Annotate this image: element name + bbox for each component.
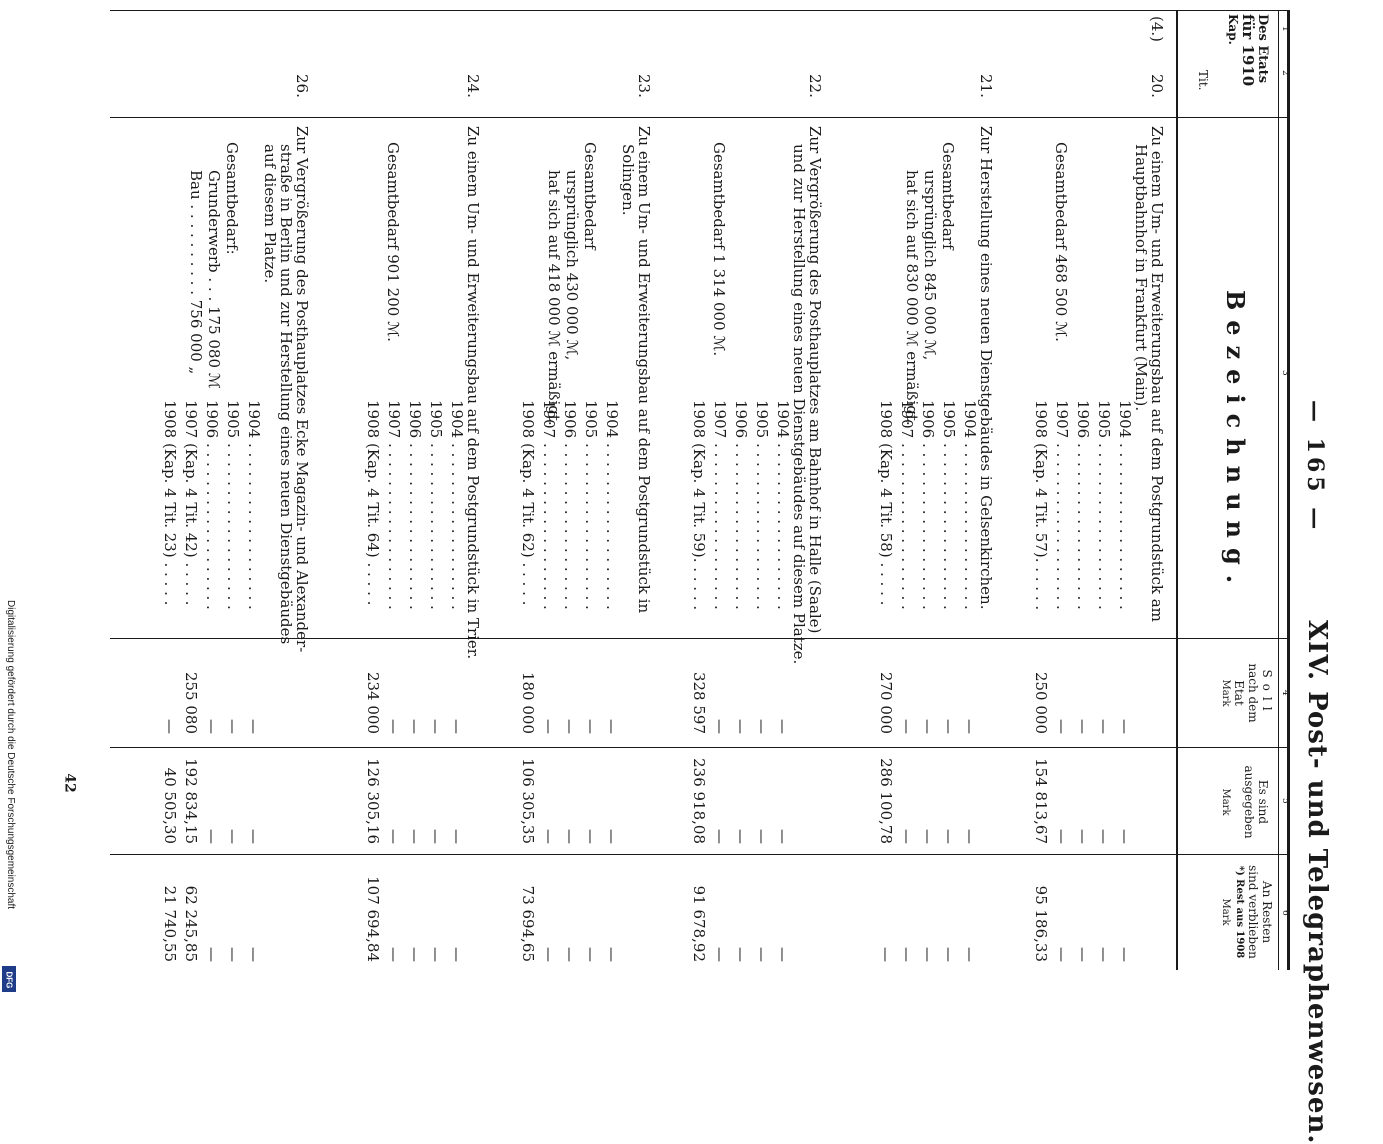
top-rule [1287,10,1290,970]
entry-description-line: Zu einem Um- und Erweiterungsbau auf dem Postgrundstück in Trier. [464,126,482,660]
soll-value: — [427,719,445,734]
ausgegeben-value: — [919,829,937,844]
rest-value: — [561,947,579,962]
soll-value: — [1053,719,1071,734]
entry-description-line: Zu einem Um- und Erweiterungsbau auf dem Postgrundstück in [635,126,653,614]
header-bezeichnung: Bezeichnung. [1221,290,1250,594]
rest-value: — [898,947,916,962]
entry-tit: 21. [977,74,995,98]
ausgegeben-value: — [711,829,729,844]
year-row-label: 1904 . . . . . . . . . . . . . . . . . . [774,400,792,610]
year-row-label: 1908 (Kap. 4 Tit. 57). . . . . . [1032,400,1050,611]
rest-value: — [732,947,750,962]
year-row-label: 1905 . . . . . . . . . . . . . . . . . . [582,400,600,610]
colnum-rule [1278,10,1279,970]
col-number-2: 2 [1280,70,1290,76]
header-soll-line2: nach dem [1246,663,1260,723]
rest-value: — [448,947,466,962]
ausgegeben-value: — [224,829,242,844]
entry-description-line: straße in Berlin und zur Herstellung eines neuen Dienstgebäudes [277,144,295,645]
header-aus-line1: Es sind [1256,779,1270,825]
col-number-1: 1 [1280,26,1290,32]
ausgegeben-value: 40 505,30 [161,767,179,844]
rest-value: 95 186,33 [1032,885,1050,962]
year-row-label: 1904 . . . . . . . . . . . . . . . . . . [448,400,466,610]
rest-value: — [711,947,729,962]
ausgegeben-value: 154 813,67 [1032,758,1050,844]
year-row-label: 1906 . . . . . . . . . . . . . . . . . . [561,400,579,610]
ausgegeben-value: 236 918,08 [690,758,708,844]
ausgegeben-value: — [1095,829,1113,844]
entry-total: Gesamtbedarf 468 500 ℳ. [1052,142,1070,342]
soll-value: — [203,719,221,734]
header-tit: Tit. [1196,70,1210,91]
ausgegeben-value: — [561,829,579,844]
header-aus-line2: ausgegeben [1242,765,1256,839]
rest-value: — [406,947,424,962]
soll-value: — [753,719,771,734]
rest-value: 107 694,84 [364,876,382,962]
soll-value: 328 597 [690,671,708,734]
entry-tit: 24. [464,74,482,98]
year-row-label: 1908 (Kap. 4 Tit. 58) . . . . . [877,400,895,606]
entry-tit: 20. [1148,74,1166,98]
rest-value: — [245,947,263,962]
rest-value: 62 245,85 [182,885,200,962]
soll-value: — [711,719,729,734]
year-row-label: 1905 . . . . . . . . . . . . . . . . . . [224,400,242,610]
entry-total-detail: Bau . . . . . . . . . . 756 000 „ [187,170,205,375]
ausgegeben-value: — [961,829,979,844]
soll-value: 250 000 [1032,671,1050,734]
header-soll-line3: Etat [1232,680,1246,706]
ausgegeben-value: — [1053,829,1071,844]
entry-total: Gesamtbedarf [581,142,599,250]
rest-value: 73 694,65 [519,885,537,962]
year-row-label: 1905 . . . . . . . . . . . . . . . . . . [1095,400,1113,610]
rest-value: — [753,947,771,962]
year-row-label: 1906 . . . . . . . . . . . . . . . . . . [406,400,424,610]
header-soll-line1: Soll [1260,669,1274,717]
entry-total: Gesamtbedarf [939,142,957,250]
header-soll [1218,656,1274,730]
soll-value: — [245,719,263,734]
soll-value: — [898,719,916,734]
entry-tit: 23. [635,74,653,98]
header-reste-line2: sind verblieben [1246,865,1260,959]
ausgegeben-value: — [427,829,445,844]
entry-description-line: Solingen. [619,144,637,216]
entry-description-line: und zur Herstellung eines neuen Dienstgebäudes auf diesem Platze. [790,144,808,665]
soll-value: — [385,719,403,734]
entry-total-detail: ursprünglich 430 000 ℳ, [563,170,581,361]
year-row-label: 1907 . . . . . . . . . . . . . . . . . . [540,400,558,610]
ausgegeben-value: 192 834,15 [182,758,200,844]
entry-tit: 26. [293,74,311,98]
ausgegeben-value: — [385,829,403,844]
ausgegeben-value: — [774,829,792,844]
soll-value: — [406,719,424,734]
year-row-label: 1906 . . . . . . . . . . . . . . . . . . [1074,400,1092,610]
header-rule [1176,10,1178,970]
header-reste [1218,862,1274,962]
year-row-label: 1906 . . . . . . . . . . . . . . . . . . [919,400,937,610]
year-row-label: 1907 . . . . . . . . . . . . . . . . . . [898,400,916,610]
entry-description-line: Zur Vergrößerung des Posthauplatzes am Bahnhof in Halle (Saale) [806,126,824,634]
soll-value: 255 080 [182,671,200,734]
soll-value: — [540,719,558,734]
soll-value: — [603,719,621,734]
ausgegeben-value: — [1116,829,1134,844]
year-row-label: 1907 . . . . . . . . . . . . . . . . . . [385,400,403,610]
rest-value: — [1116,947,1134,962]
rest-value: — [385,947,403,962]
entry-description-line: Hauptbahnhof in Frankfurt (Main). [1132,144,1150,412]
year-row-label: 1907 (Kap. 4 Tit. 42) . . . . . [182,400,200,606]
soll-value: — [161,719,179,734]
entries-body [112,16,1172,990]
col-divider-1 [110,10,1290,11]
header-etat-line2: für 1910 [1239,14,1257,87]
soll-value: — [919,719,937,734]
sheet-mark: 42 [61,773,78,793]
rest-value: 91 678,92 [690,885,708,962]
entry-total-detail: hat sich auf 418 000 ℳ ermäßigt. [545,170,563,426]
rest-value: — [1053,947,1071,962]
year-row-label: 1904 . . . . . . . . . . . . . . . . . . [603,400,621,610]
ausgegeben-value: 286 100,78 [877,758,895,844]
soll-value: — [940,719,958,734]
soll-value: — [448,719,466,734]
ausgegeben-value: — [203,829,221,844]
rest-value: — [224,947,242,962]
col-number-3: 3 [1280,370,1290,376]
soll-value: — [1095,719,1113,734]
col-number-5: 5 [1280,798,1290,804]
soll-value: — [1074,719,1092,734]
year-row-label: 1908 (Kap. 4 Tit. 62) . . . . . [519,400,537,606]
year-row-label: 1906 . . . . . . . . . . . . . . . . . . [732,400,750,610]
year-row-label: 1904 . . . . . . . . . . . . . . . . . . [961,400,979,610]
year-row-label: 1905 . . . . . . . . . . . . . . . . . . [427,400,445,610]
rest-value: — [919,947,937,962]
soll-value: — [732,719,750,734]
soll-value: — [561,719,579,734]
entry-total-detail: Grunderwerb . . . 175 080 ℳ [205,170,223,389]
soll-value: — [1116,719,1134,734]
col-number-6: 6 [1280,910,1290,916]
ausgegeben-value: — [603,829,621,844]
page-number: — 165 — [1302,400,1328,534]
entry-total-detail: ursprünglich 845 000 ℳ, [921,170,939,361]
soll-value: — [582,719,600,734]
year-row-label: 1907 . . . . . . . . . . . . . . . . . . [711,400,729,610]
rest-value: — [1074,947,1092,962]
year-row-label: 1904 . . . . . . . . . . . . . . . . . . [1116,400,1134,610]
header-reste-line1: An Resten [1260,880,1274,944]
entry-total: Gesamtbedarf 901 200 ℳ. [384,142,402,342]
rest-value: — [774,947,792,962]
header-kap: Kap. [1226,14,1240,45]
page-heading: XIV. Post- und Telegraphenwesen. [1302,620,1332,1144]
entry-kap: (4.) [1148,16,1166,43]
ausgegeben-value: — [1074,829,1092,844]
rest-value: — [940,947,958,962]
ausgegeben-value: — [753,829,771,844]
rest-value: — [877,947,895,962]
ausgegeben-value: — [406,829,424,844]
entry-total-detail: hat sich auf 830 000 ℳ ermäßigt. [903,170,921,426]
header-reste-note: *) Rest aus 1908 [1234,865,1245,959]
year-row-label: 1907 . . . . . . . . . . . . . . . . . . [1053,400,1071,610]
rest-value: 21 740,55 [161,885,179,962]
col-number-4: 4 [1280,690,1290,696]
header-etat-line1: Des Etats [1255,14,1270,84]
header-etat [1226,14,1270,86]
ausgegeben-value: — [448,829,466,844]
ausgegeben-value: 106 305,35 [519,758,537,844]
soll-value: — [774,719,792,734]
header-reste-unit: Mark [1220,898,1231,926]
entry-total: Gesamtbedarf 1 314 000 ℳ. [710,142,728,357]
soll-value: 180 000 [519,671,537,734]
rest-value: — [582,947,600,962]
rest-value: — [603,947,621,962]
ausgegeben-value: — [245,829,263,844]
ausgegeben-value: — [940,829,958,844]
footer-text: Digitalisierung gefördert durch die Deutsche Forschungsgemeinschaft [5,600,16,910]
header-ausgegeben [1218,762,1270,842]
year-row-label: 1906 . . . . . . . . . . . . . . . . . . [203,400,221,610]
entry-total: Gesamtbedarf: [223,142,241,255]
dfg-logo-text: DFG [4,971,14,989]
soll-value: — [224,719,242,734]
ausgegeben-value: 126 305,16 [364,758,382,844]
rest-value: — [540,947,558,962]
entry-description-line: Zur Vergrößerung des Posthauplatzes Ecke Magazin- und Alexander- [293,126,311,653]
year-row-label: 1905 . . . . . . . . . . . . . . . . . . [753,400,771,610]
entry-description-line: Zu einem Um- und Erweiterungsbau auf dem Postgrundstück am [1148,126,1166,622]
soll-value: 270 000 [877,671,895,734]
year-row-label: 1908 (Kap. 4 Tit. 64) . . . . . [364,400,382,606]
rest-value: — [427,947,445,962]
dfg-logo [2,966,16,992]
header-aus-unit: Mark [1220,788,1231,816]
year-row-label: 1905 . . . . . . . . . . . . . . . . . . [940,400,958,610]
rest-value: — [961,947,979,962]
year-row-label: 1908 (Kap. 4 Tit. 59). . . . . . [690,400,708,611]
entry-description-line: Zur Herstellung eines neuen Dienstgebäudes in Gelsenkirchen. [977,126,995,610]
soll-value: — [961,719,979,734]
entry-tit: 22. [806,74,824,98]
footer-credit [2,600,16,995]
ausgegeben-value: — [898,829,916,844]
ausgegeben-value: — [540,829,558,844]
rest-value: — [203,947,221,962]
rotated-ledger-page [60,14,1332,1144]
entry-description-line: auf diesem Platze. [261,144,279,284]
header-soll-unit: Mark [1220,679,1231,707]
year-row-label: 1908 (Kap. 4 Tit. 23) . . . . . [161,400,179,606]
year-row-label: 1904 . . . . . . . . . . . . . . . . . . [245,400,263,610]
ausgegeben-value: — [732,829,750,844]
ausgegeben-value: — [582,829,600,844]
rest-value: — [1095,947,1113,962]
soll-value: 234 000 [364,671,382,734]
